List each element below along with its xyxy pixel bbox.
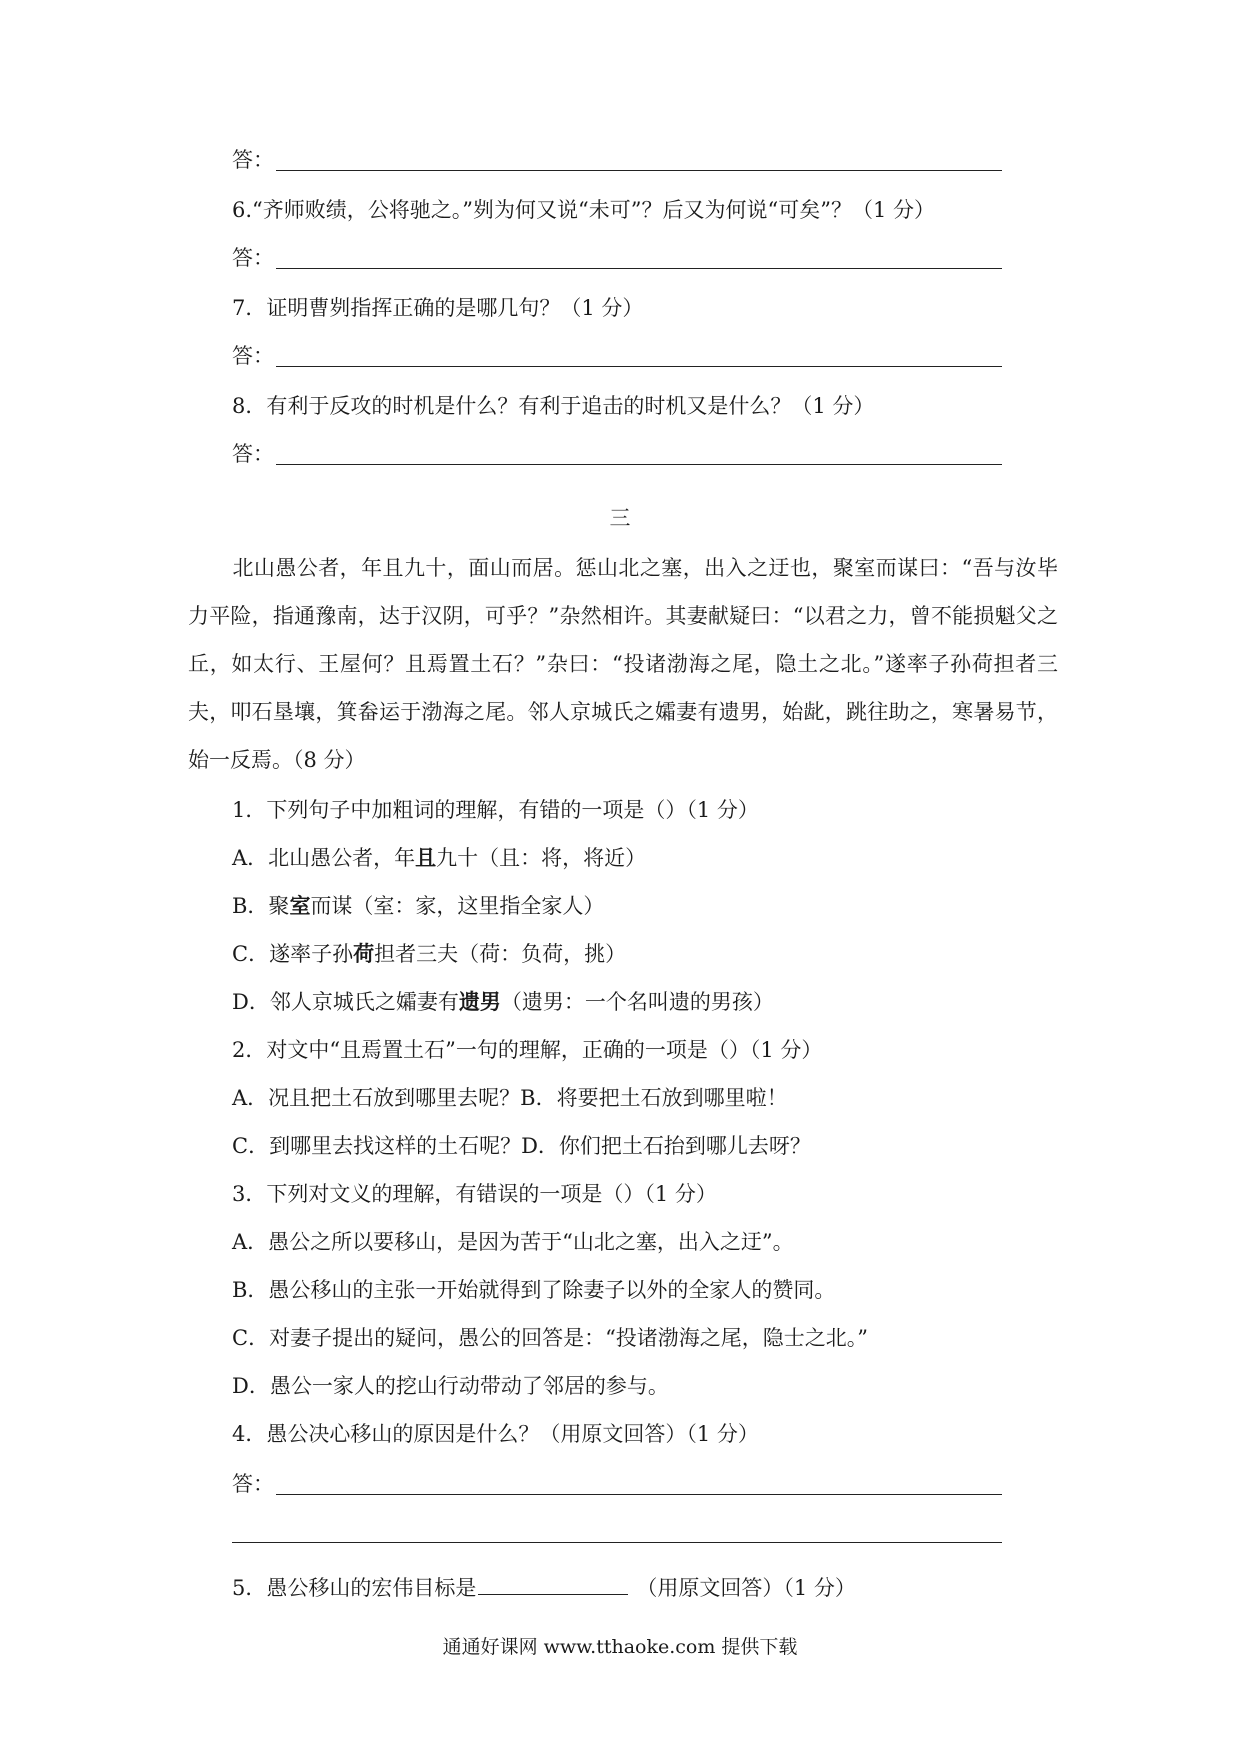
- bold-word: 室: [289, 893, 311, 918]
- question-4: [0, 1414, 1240, 1454]
- option-2cd: [0, 1126, 1240, 1166]
- answer-row-7: [0, 336, 1240, 376]
- option-text: B．愚公移山的主张一开始就得到了除妻子以外的全家人的赞同。: [232, 1278, 836, 1302]
- answer-row-8: [0, 434, 1240, 474]
- answer-label: 答：: [232, 246, 274, 270]
- question-2: [0, 1030, 1240, 1070]
- option-3a: [0, 1222, 1240, 1262]
- question-text: 1．下列句子中加粗词的理解，有错的一项是（）（1 分）: [232, 798, 759, 822]
- option-text: C．遂率子孙荷担者三夫（荷：负荷，挑）: [232, 941, 627, 966]
- option-3c: [0, 1318, 1240, 1358]
- question-3: [0, 1174, 1240, 1214]
- answer-line: [276, 366, 1002, 367]
- answer-label: 答：: [232, 1472, 274, 1496]
- option-1a: [0, 838, 1240, 878]
- passage-text: 北山愚公者，年且九十，面山而居。惩山北之塞，出入之迂也，聚室而谋曰：“吾与汝毕力平险，指通豫南，达于汉阴，可乎？”杂然相许。其妻献疑曰：“以君之力，曾不能损魁父之丘，如太行、王屋何？且焉置土石？”杂曰：“投诸渤海之尾，隐土之北。”遂率子孙荷担者三夫，叩石垦壤，箕畚运于渤海之尾。邻人京城氏之孀妻有遗男，始龀，跳往助之，寒暑易节，始一反焉。（8 分）: [188, 556, 1058, 772]
- question-text: 7．证明曹刿指挥正确的是哪几句？（1 分）: [232, 296, 644, 320]
- answer-line: [232, 1542, 1002, 1543]
- question-5: [0, 1568, 1240, 1608]
- question-text: 5．愚公移山的宏伟目标是 （用原文回答）（1 分）: [232, 1568, 856, 1608]
- option-text: D．愚公一家人的挖山行动带动了邻居的参与。: [232, 1374, 669, 1398]
- option-text: C．对妻子提出的疑问，愚公的回答是：“投诸渤海之尾，隐士之北。”: [232, 1326, 869, 1350]
- option-text: A．愚公之所以要移山，是因为苦于“山北之塞，出入之迂”。: [232, 1230, 794, 1254]
- question-8: [0, 386, 1240, 426]
- bold-word: 且: [415, 845, 437, 870]
- bold-word: 荷: [353, 941, 375, 966]
- answer-row-6: [0, 238, 1240, 278]
- option-text: A．况且把土石放到哪里去呢？B．将要把土石放到哪里啦！: [232, 1086, 788, 1110]
- option-3b: [0, 1270, 1240, 1310]
- question-text: 4．愚公决心移山的原因是什么？（用原文回答）（1 分）: [232, 1422, 759, 1446]
- option-3d: [0, 1366, 1240, 1406]
- bold-word: 遗男: [458, 989, 501, 1014]
- question-7: [0, 288, 1240, 328]
- option-text: C．到哪里去找这样的土石呢？D．你们把土石抬到哪儿去呀？: [232, 1134, 811, 1158]
- passage: [188, 544, 1058, 784]
- answer-row-q4-cont: [0, 1512, 1240, 1552]
- answer-label: 答：: [232, 344, 274, 368]
- answer-line: [276, 464, 1002, 465]
- question-text: 8．有利于反攻的时机是什么？有利于追击的时机又是什么？（1 分）: [232, 394, 875, 418]
- option-2ab: [0, 1078, 1240, 1118]
- answer-label: 答：: [232, 442, 274, 466]
- question-text: 6.“齐师败绩，公将驰之。”刿为何又说“未可”？后又为何说“可矣”？（1 分）: [232, 198, 935, 222]
- fill-blank: [478, 1572, 628, 1595]
- page-footer: 通通好课网 www.tthaoke.com 提供下载: [442, 1636, 798, 1658]
- question-1: [0, 790, 1240, 830]
- answer-line: [276, 268, 1002, 269]
- answer-row-q4: [0, 1464, 1240, 1504]
- option-text: D．邻人京城氏之孀妻有遗男（遗男：一个名叫遗的男孩）: [232, 989, 774, 1014]
- question-text: 2．对文中“且焉置土石”一句的理解，正确的一项是（）（1 分）: [232, 1038, 823, 1062]
- answer-label: 答：: [232, 148, 274, 172]
- answer-line: [276, 1494, 1002, 1495]
- option-1c: [0, 934, 1240, 974]
- option-text: A．北山愚公者，年且九十（且：将，将近）: [232, 845, 647, 870]
- question-6: [0, 190, 1240, 230]
- option-1d: [0, 982, 1240, 1022]
- section-heading: 三: [609, 506, 631, 530]
- answer-row-5: [0, 140, 1240, 180]
- option-1b: [0, 886, 1240, 926]
- answer-line: [276, 170, 1002, 171]
- option-text: B．聚室而谋（室：家，这里指全家人）: [232, 893, 605, 918]
- question-text: 3．下列对文义的理解，有错误的一项是（）（1 分）: [232, 1182, 717, 1206]
